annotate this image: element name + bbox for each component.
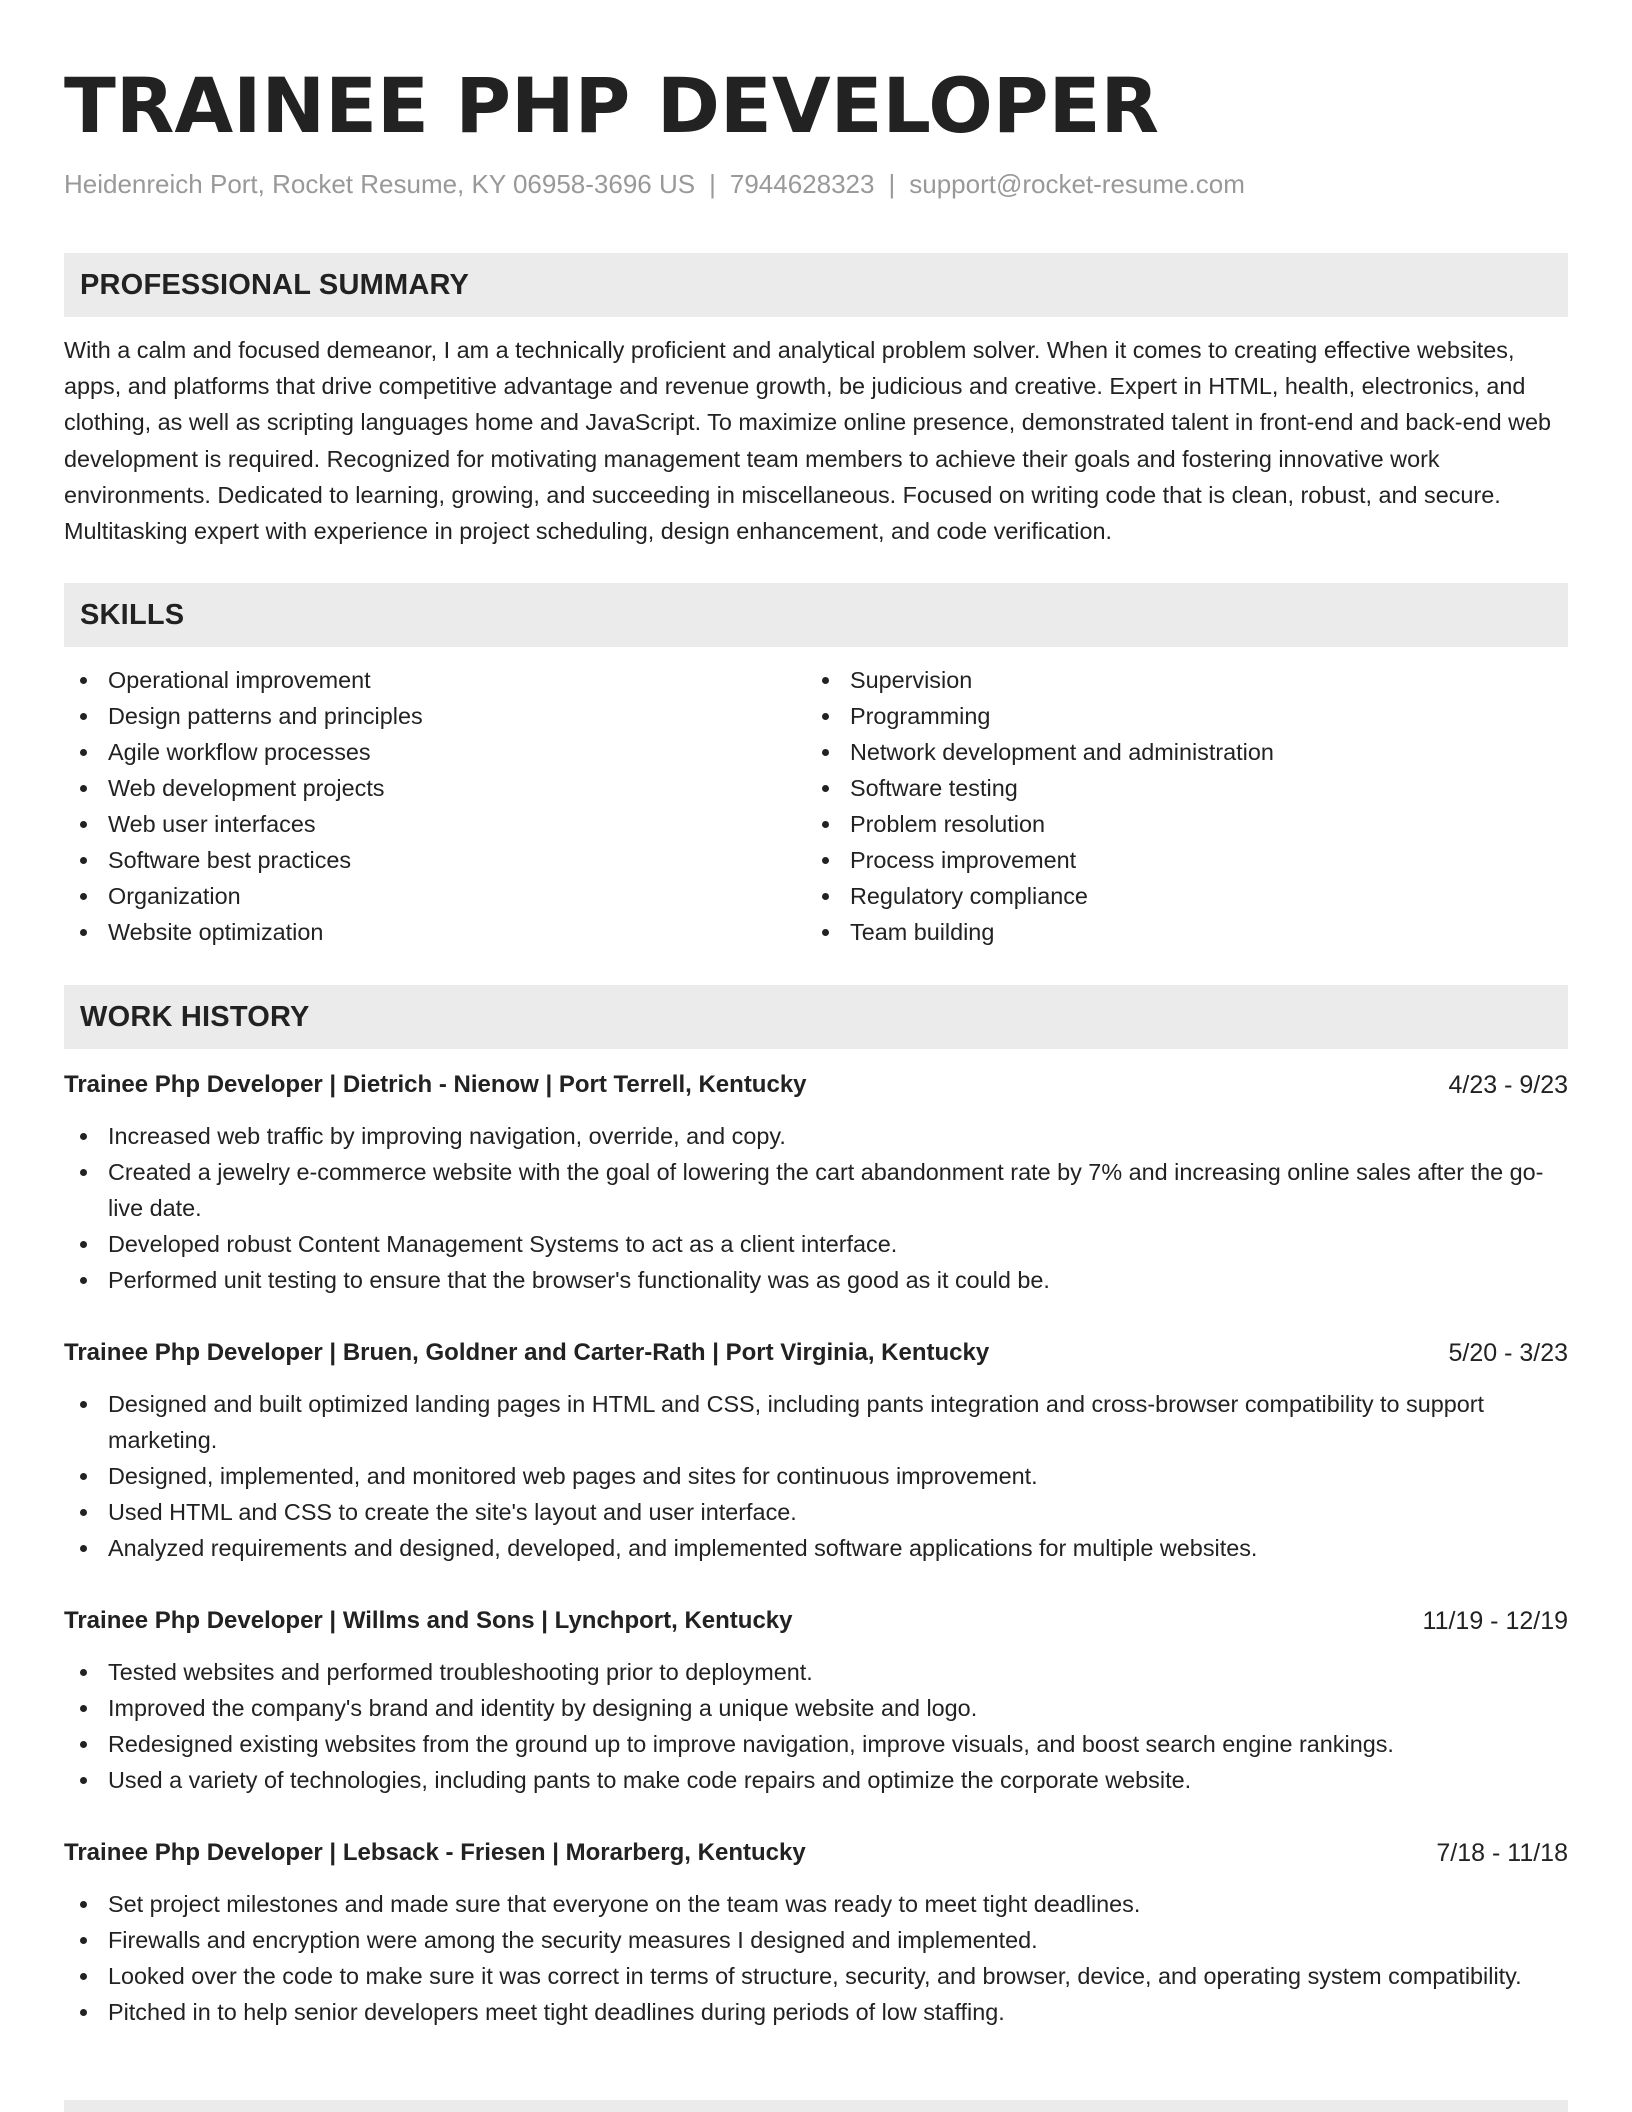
list-item: Designed, implemented, and monitored web pages and sites for continuous improvement.: [64, 1458, 1568, 1494]
list-item: Tested websites and performed troubleshooting prior to deployment.: [64, 1654, 1568, 1690]
list-item: Developed robust Content Management Systems to act as a client interface.: [64, 1226, 1568, 1262]
list-item: Created a jewelry e-commerce website with the goal of lowering the cart abandonment rate by 7% and increasing online sales after the go-live date.: [64, 1154, 1568, 1226]
list-item: Software best practices: [64, 842, 764, 878]
job-header: [64, 1066, 1568, 1104]
skills-column-right: [806, 662, 1506, 950]
phone: 7944628323: [729, 169, 875, 199]
list-item: Regulatory compliance: [806, 878, 1506, 914]
job-title: Trainee Php Developer | Bruen, Goldner and Carter-Rath | Port Virginia, Kentucky: [64, 1339, 990, 1366]
contact-line: [64, 165, 1245, 203]
summary-heading-bar: [64, 253, 1568, 317]
skills-heading: SKILLS: [80, 599, 185, 631]
list-item: Supervision: [806, 662, 1506, 698]
skills-heading-bar: [64, 583, 1568, 647]
list-item: Network development and administration: [806, 734, 1506, 770]
job-header: [64, 1602, 1568, 1640]
list-item: Firewalls and encryption were among the security measures I designed and implemented.: [64, 1922, 1568, 1958]
job-title: Trainee Php Developer | Dietrich - Nienow | Port Terrell, Kentucky: [64, 1071, 807, 1098]
list-item: Design patterns and principles: [64, 698, 764, 734]
separator: |: [888, 169, 896, 199]
next-section-bar: [64, 2100, 1568, 2112]
job-bullets: [64, 1118, 1568, 1298]
job-entry: [64, 1834, 1568, 2030]
list-item: Software testing: [806, 770, 1506, 806]
job-dates: 11/19 - 12/19: [1422, 1607, 1568, 1635]
job-header: [64, 1834, 1568, 1872]
list-item: Programming: [806, 698, 1506, 734]
skills-list-left: [64, 662, 764, 950]
list-item: Used a variety of technologies, including pants to make code repairs and optimize the corporate website.: [64, 1762, 1568, 1798]
job-title: Trainee Php Developer | Lebsack - Friesen | Morarberg, Kentucky: [64, 1839, 806, 1866]
list-item: Team building: [806, 914, 1506, 950]
list-item: Improved the company's brand and identity by designing a unique website and logo.: [64, 1690, 1568, 1726]
skills-list-right: [806, 662, 1506, 950]
job-bullets: [64, 1886, 1568, 2030]
list-item: Set project milestones and made sure that everyone on the team was ready to meet tight deadlines.: [64, 1886, 1568, 1922]
job-bullets: [64, 1654, 1568, 1798]
resume-name: TRAINEE PHP DEVELOPER: [64, 61, 1160, 150]
summary-text: With a calm and focused demeanor, I am a technically proficient and analytical problem solver. When it comes to creating effective websites, apps, and platforms that drive competitive advantage and revenue growth, be judicious and creative. Expert in HTML, health, electronics, and clothing, as well as scripting languages home and JavaScript. To maximize online presence, demonstrated talent in front-end and back-end web development is required. Recognized for motivating management team members to achieve their goals and fostering innovative work environments. Dedicated to learning, growing, and succeeding in miscellaneous. Focused on writing code that is clean, robust, and secure. Multitasking expert with experience in project scheduling, design enhancement, and code verification.: [64, 337, 1552, 545]
list-item: Process improvement: [806, 842, 1506, 878]
job-title: Trainee Php Developer | Willms and Sons | Lynchport, Kentucky: [64, 1607, 793, 1634]
list-item: Used HTML and CSS to create the site's layout and user interface.: [64, 1494, 1568, 1530]
job-dates: 5/20 - 3/23: [1448, 1339, 1568, 1367]
list-item: Web user interfaces: [64, 806, 764, 842]
job-entry: [64, 1066, 1568, 1298]
list-item: Performed unit testing to ensure that the browser's functionality was as good as it could be.: [64, 1262, 1568, 1298]
list-item: Designed and built optimized landing pages in HTML and CSS, including pants integration and cross-browser compatibility to support marketing.: [64, 1386, 1568, 1458]
list-item: Increased web traffic by improving navigation, override, and copy.: [64, 1118, 1568, 1154]
list-item: Analyzed requirements and designed, developed, and implemented software applications for multiple websites.: [64, 1530, 1568, 1566]
list-item: Pitched in to help senior developers meet tight deadlines during periods of low staffing.: [64, 1994, 1568, 2030]
job-bullets: [64, 1386, 1568, 1566]
separator: |: [709, 169, 716, 199]
list-item: Web development projects: [64, 770, 764, 806]
job-entry: [64, 1602, 1568, 1798]
address: Heidenreich Port, Rocket Resume, KY 06958-3696 US: [64, 169, 696, 199]
job-entry: [64, 1334, 1568, 1566]
list-item: Organization: [64, 878, 764, 914]
list-item: Operational improvement: [64, 662, 764, 698]
job-dates: 7/18 - 11/18: [1436, 1839, 1568, 1867]
list-item: Problem resolution: [806, 806, 1506, 842]
list-item: Redesigned existing websites from the ground up to improve navigation, improve visuals, and boost search engine rankings.: [64, 1726, 1568, 1762]
list-item: Looked over the code to make sure it was correct in terms of structure, security, and browser, device, and operating system compatibility.: [64, 1958, 1568, 1994]
list-item: Website optimization: [64, 914, 764, 950]
job-dates: 4/23 - 9/23: [1448, 1071, 1568, 1099]
job-header: [64, 1334, 1568, 1372]
email[interactable]: support@rocket-resume.com: [909, 169, 1245, 199]
summary-heading: PROFESSIONAL SUMMARY: [80, 269, 470, 301]
list-item: Agile workflow processes: [64, 734, 764, 770]
work-heading: WORK HISTORY: [80, 1001, 310, 1033]
skills-column-left: [64, 662, 764, 950]
work-heading-bar: [64, 985, 1568, 1049]
